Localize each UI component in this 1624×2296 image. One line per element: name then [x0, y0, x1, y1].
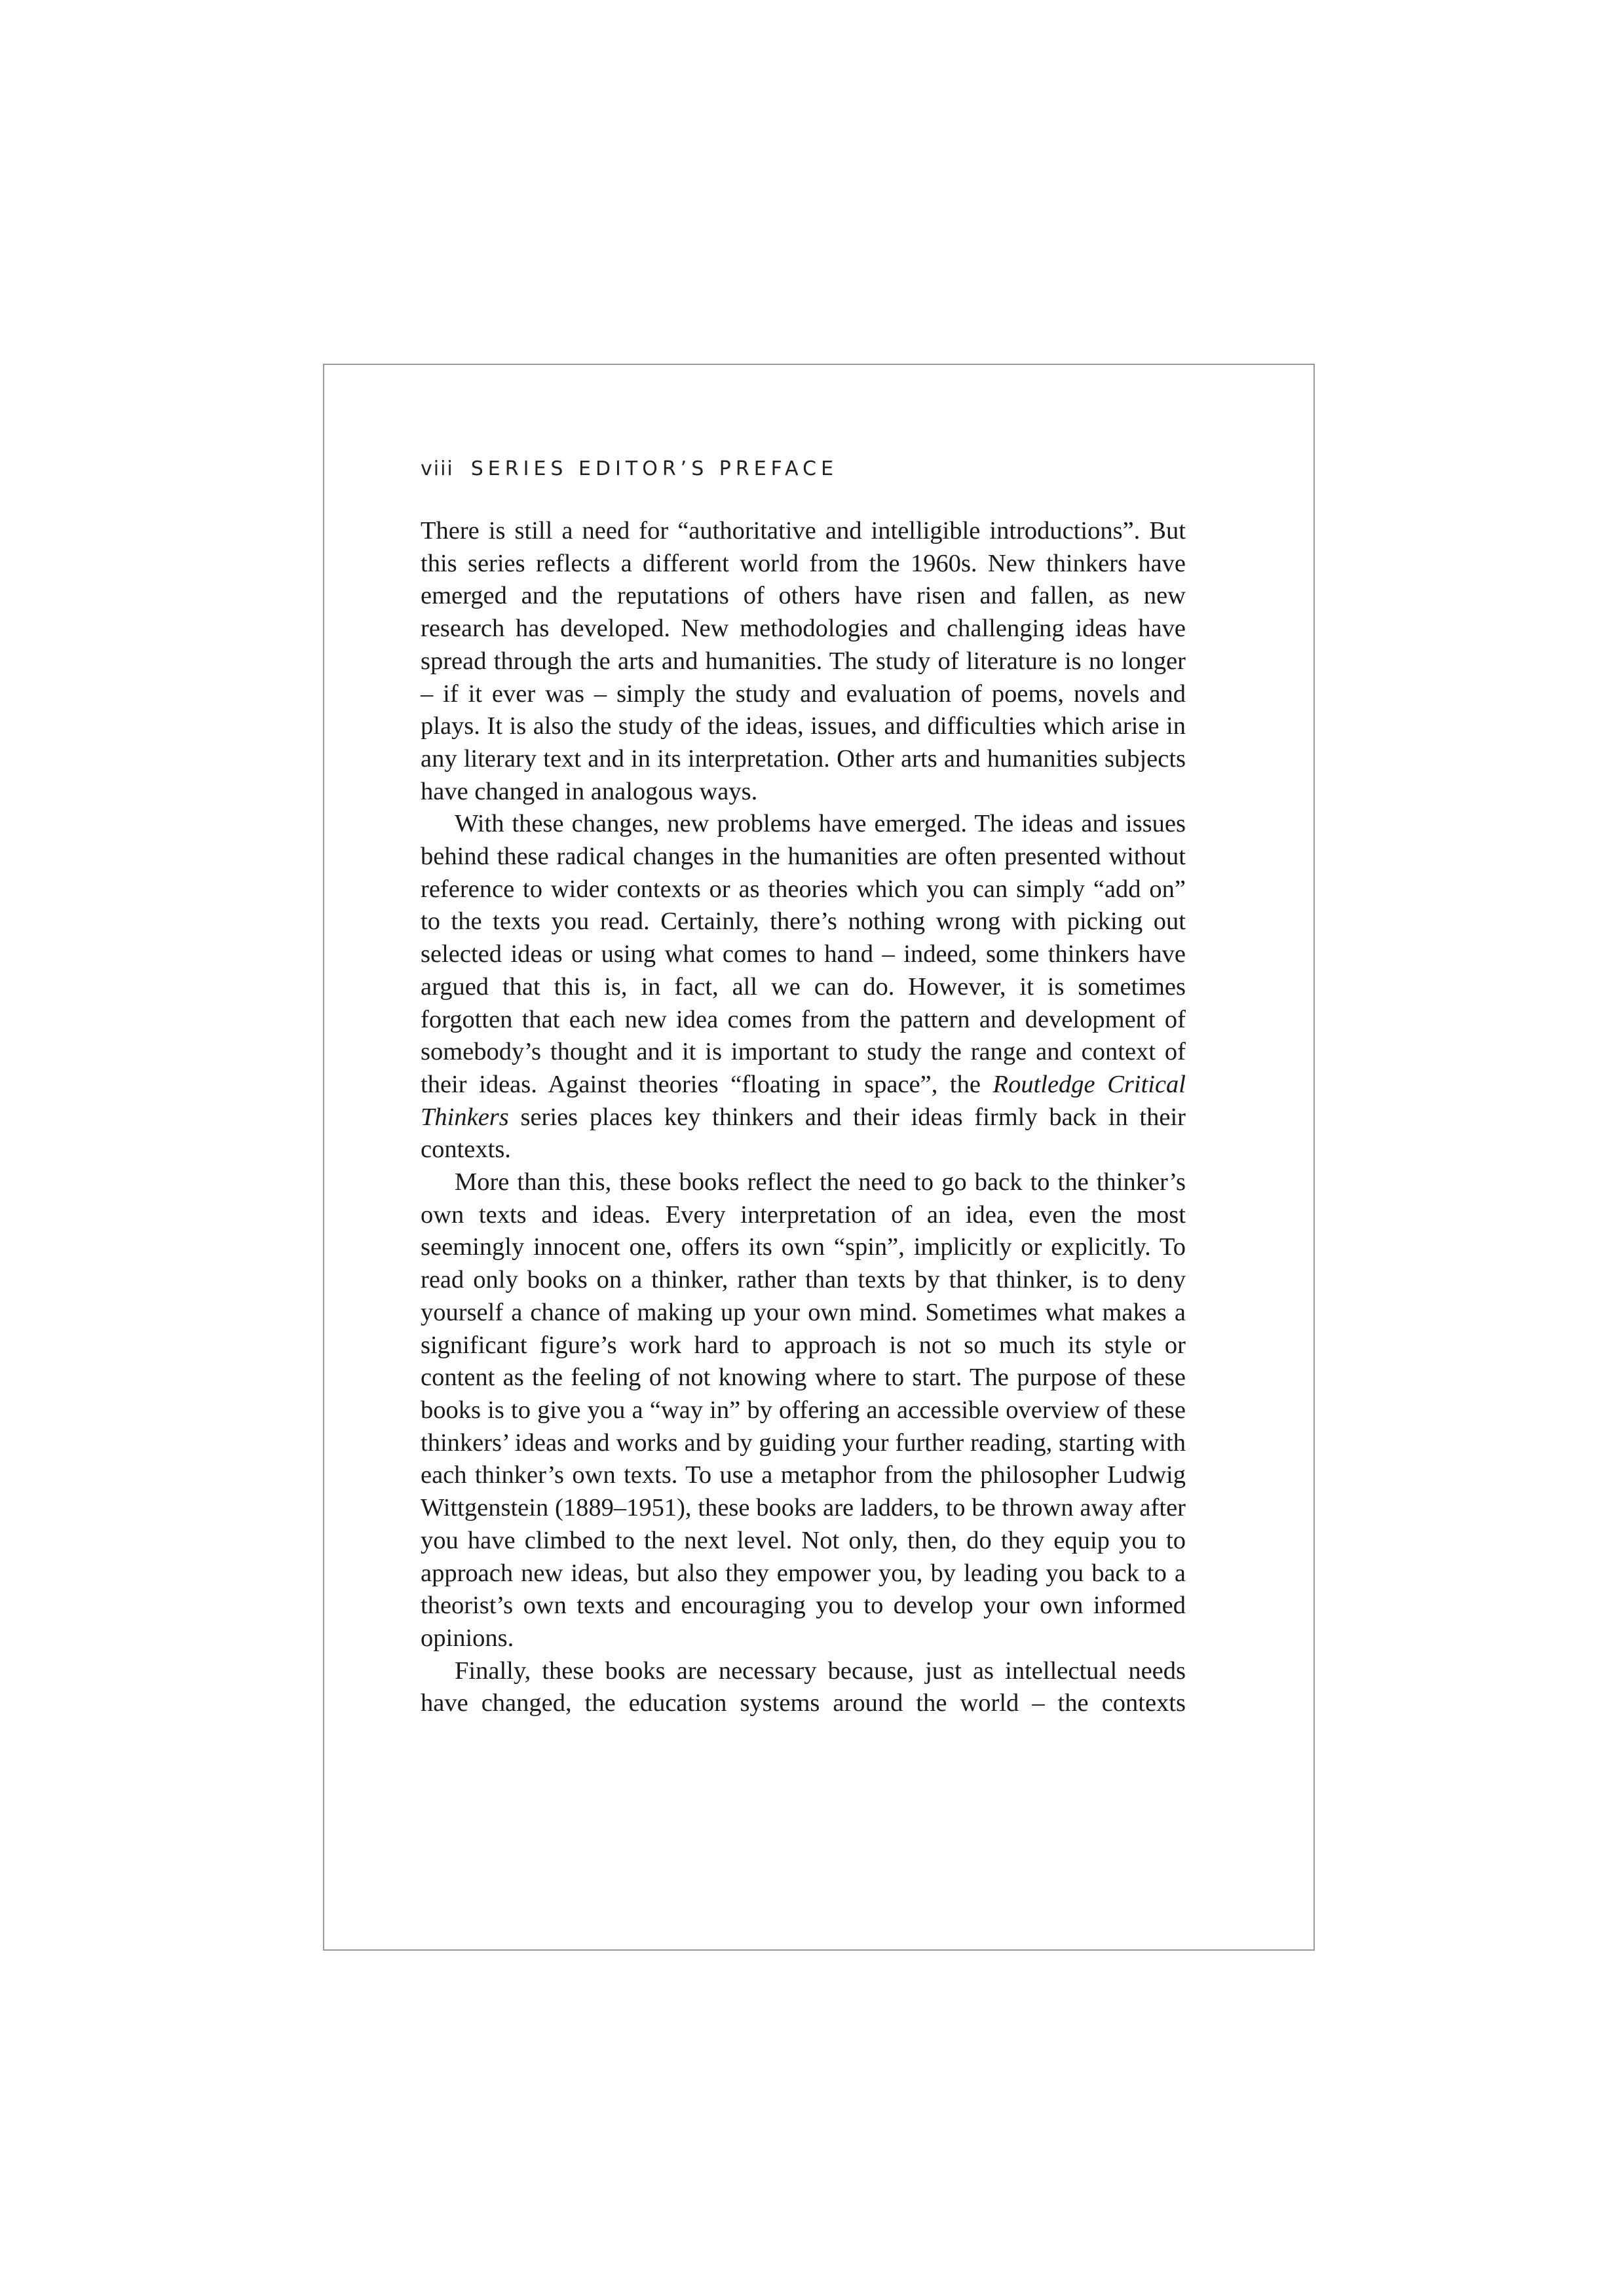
page-number: viii — [421, 457, 454, 480]
paragraph-2-text-before: With these changes, new problems have emerged. The ideas and issues behind these radical changes in the humanities are often presented without reference to wider contexts or as theories which you can simply “add on” to the texts you read. Certainly, there’s nothing wrong with picking out selected ideas or using what comes to hand – indeed, some thinkers have argued that this is, in fact, all we can do. However, it is sometimes forgotten that each new idea comes from the pattern and development of somebody’s thought and it is important to study the range and context of their ideas. Against theories “floating in space”, the — [421, 810, 1186, 1098]
paragraph-4: Finally, these books are necessary because, just as intellectual needs have changed, the education systems around the world – the contexts — [421, 1656, 1186, 1717]
paragraph-2 — [421, 808, 1186, 1166]
paragraph-2-text-after: series places key thinkers and their ideas firmly back in their contexts. — [421, 1103, 1186, 1164]
series-name: Routledge Critical Thinkers — [421, 1070, 1186, 1131]
paragraph-3: More than this, these books reflect the need to go back to the thinker’s own texts and ideas. Every interpretation of an idea, even the most seemingly innocent one, offers its own “spin”, implicitly or explicitly. To read only books on a thinker, rather than texts by that thinker, is to deny yourself a chance of making up your own mind. Sometimes what makes a significant figure’s work hard to approach is not so much its style or content as the feeling of not knowing where to start. The purpose of these books is to give you a “way in” by offering an accessible overview of these thinkers’ ideas and works and by guiding your further reading, starting with each thinker’s own texts. To use a metaphor from the philosopher Ludwig Wittgenstein (1889–1951), these books are ladders, to be thrown away after you have climbed to the next level. Not only, then, do they equip you to approach new ideas, but also they empower you, by leading you back to a theorist’s own texts and encouraging you to develop your own informed opinions. — [421, 1168, 1186, 1652]
paragraph-1: There is still a need for “authoritative and intelligible introductions”. But this series reflects a different world from the 1960s. New thinkers have emerged and the reputations of others have risen and fallen, as new research has developed. New methodologies and challenging ideas have spread through the arts and humanities. The study of literature is no longer – if it ever was – simply the study and evaluation of poems, novels and plays. It is also the study of the ideas, issues, and difficulties which arise in any literary text and in its interpretation. Other arts and humanities subjects have changed in analogous ways. — [421, 517, 1186, 805]
running-head — [421, 457, 838, 480]
body-text — [421, 515, 1186, 1720]
running-title: SERIES EDITOR’S PREFACE — [470, 457, 839, 480]
